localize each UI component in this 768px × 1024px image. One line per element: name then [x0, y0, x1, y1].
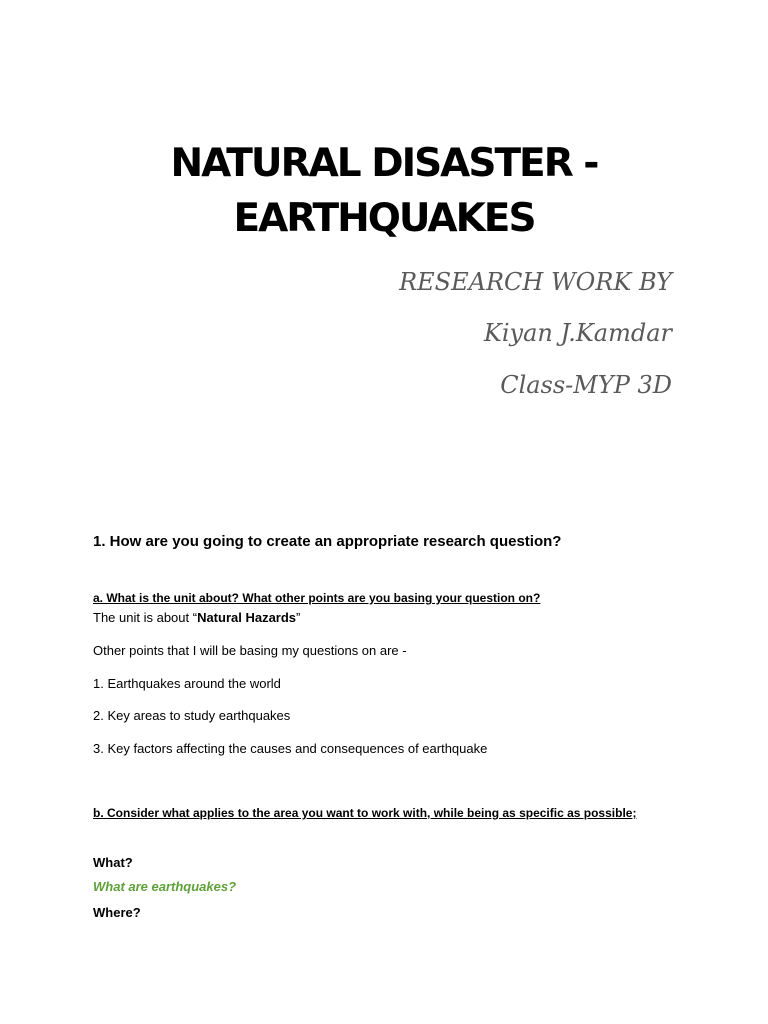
- byline-research-work: RESEARCH WORK BY: [399, 268, 672, 296]
- what-label: What?: [93, 855, 133, 870]
- unit-suffix: ”: [296, 610, 301, 625]
- byline-author: Kiyan J.Kamdar: [483, 319, 672, 347]
- where-label: Where?: [93, 905, 141, 920]
- list-item: 2. Key areas to study earthquakes: [93, 708, 291, 723]
- byline-class: Class-MYP 3D: [500, 371, 672, 399]
- other-points-intro: Other points that I will be basing my questions on are -: [93, 643, 407, 658]
- unit-prefix: The unit is about “: [93, 610, 198, 625]
- question-heading: 1. How are you going to create an appropriate research question?: [93, 533, 562, 550]
- subheading-a: a. What is the unit about? What other points are you basing your question on?: [93, 591, 541, 605]
- document-title-line-2: EARTHQUAKES: [233, 196, 535, 241]
- list-item: 3. Key factors affecting the causes and consequences of earthquake: [93, 741, 488, 756]
- subheading-b: b. Consider what applies to the area you want to work with, while being as specific as possible;: [93, 806, 637, 820]
- unit-topic: Natural Hazards: [197, 610, 297, 625]
- list-item: 1. Earthquakes around the world: [93, 676, 281, 691]
- what-answer: What are earthquakes?: [93, 879, 237, 894]
- unit-statement: [93, 610, 300, 625]
- document-title-line-1: NATURAL DISASTER -: [170, 141, 598, 186]
